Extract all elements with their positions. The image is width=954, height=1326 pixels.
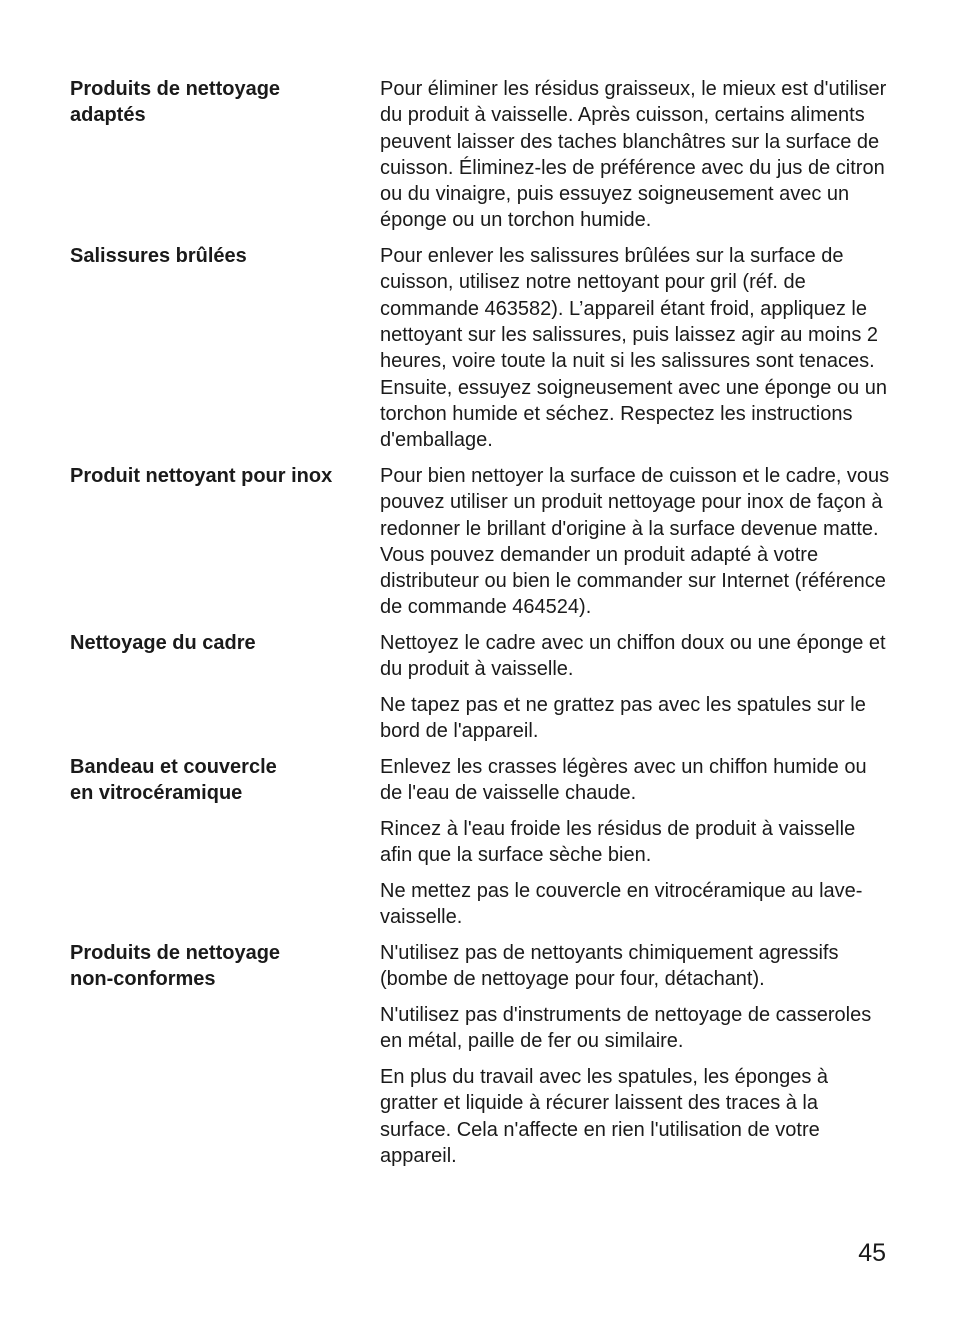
section-unsuitable-cleaners xyxy=(70,940,890,1179)
section-description xyxy=(380,754,890,940)
section-description xyxy=(380,630,890,754)
section-suitable-cleaners xyxy=(70,76,890,243)
section-term: Produits de nettoyage non-conformes xyxy=(70,942,281,991)
paragraph: Enlevez les crasses légères avec un chiffon humide ou de l'eau de vaisselle chaude. xyxy=(380,756,867,805)
section-description xyxy=(380,940,890,1179)
section-term: Nettoyage du cadre xyxy=(70,632,256,655)
paragraph: Ne tapez pas et ne grattez pas avec les spatules sur le bord de l'appareil. xyxy=(380,694,866,743)
paragraph: Pour bien nettoyer la surface de cuisson et le cadre, vous pouvez utiliser un produit nettoyage pour inox de façon à redonner le brillant d'origine à la surface devenue matte. Vous pouvez demander un produit adapté à votre distributeur ou bien le commander sur Internet (référence de commande 464524). xyxy=(380,464,890,619)
paragraph: N'utilisez pas d'instruments de nettoyage de casseroles en métal, paille de fer ou similaire. xyxy=(380,1004,872,1053)
section-stainless-cleaner xyxy=(70,463,890,630)
section-description xyxy=(380,243,890,463)
section-term: Produit nettoyant pour inox xyxy=(70,464,333,487)
paragraph: Ne mettez pas le couvercle en vitrocéramique au lave-vaisselle. xyxy=(380,880,863,929)
paragraph: Rincez à l'eau froide les résidus de produit à vaisselle afin que la surface sèche bien. xyxy=(380,818,856,867)
paragraph: En plus du travail avec les spatules, les éponges à gratter et liquide à récurer laissent des traces à la surface. Cela n'affecte en rien l'utilisation de votre appareil. xyxy=(380,1066,829,1167)
section-term: Bandeau et couvercle en vitrocéramique xyxy=(70,756,277,805)
paragraph: N'utilisez pas de nettoyants chimiquement agressifs (bombe de nettoyage pour four, détachant). xyxy=(380,942,839,991)
paragraph: Nettoyez le cadre avec un chiffon doux ou une éponge et du produit à vaisselle. xyxy=(380,632,886,681)
section-description xyxy=(380,463,890,630)
paragraph: Pour enlever les salissures brûlées sur la surface de cuisson, utilisez notre nettoyant pour gril (réf. de commande 463582). L’appareil étant froid, appliquez le nettoyant sur les salissures, puis laissez agir au moins 2 heures, voire toute la nuit si les salissures sont tenaces. Ensuite, essuyez soigneusement avec une éponge ou un torchon humide et séchez. Respectez les instructions d'emballage. xyxy=(380,245,888,452)
section-frame-cleaning xyxy=(70,630,890,754)
cleaning-instructions xyxy=(70,76,890,1179)
section-term: Salissures brûlées xyxy=(70,245,247,268)
section-description xyxy=(380,76,890,243)
section-term: Produits de nettoyage adaptés xyxy=(70,78,281,127)
section-glass-ceramic-cover xyxy=(70,754,890,940)
section-burnt-soiling xyxy=(70,243,890,463)
page-number: 45 xyxy=(858,1239,886,1267)
paragraph: Pour éliminer les résidus graisseux, le mieux est d'utiliser du produit à vaisselle. Après cuisson, certains aliments peuvent laisser des taches blanchâtres sur la surface de cuisson. Éliminez-les de préférence avec du jus de citron ou du vinaigre, puis essuyez soigneusement avec un éponge ou un torchon humide. xyxy=(380,78,887,232)
